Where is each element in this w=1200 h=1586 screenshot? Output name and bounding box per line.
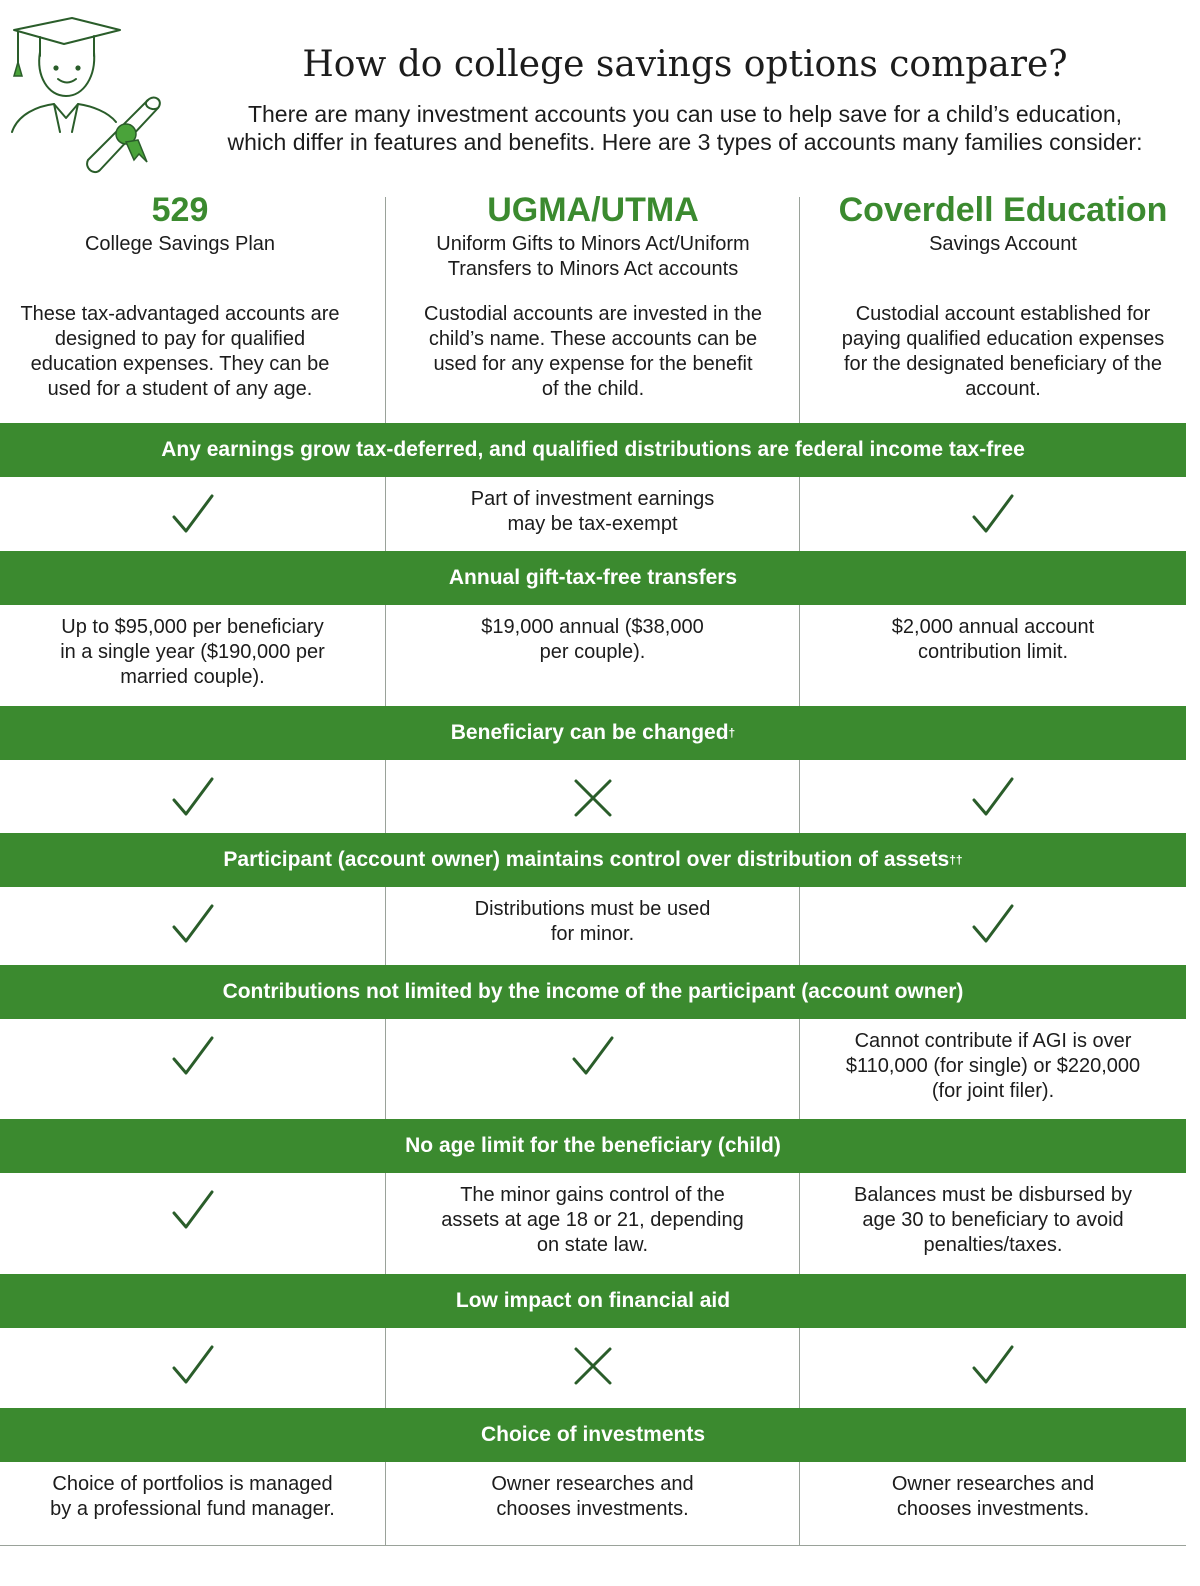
column-title: UGMA/UTMA [487,191,699,229]
cell-text [846,1029,1140,1104]
feature-label: Beneficiary can be changed [450,721,729,744]
column-coverdell [803,192,1200,257]
cell-text-line: Up to $95,000 per beneficiary [61,616,324,638]
check-icon [171,493,215,537]
check-icon [171,1035,215,1079]
column-ugma-utma [388,192,798,282]
feature-label: Low impact on financial aid [455,1289,731,1312]
feature-cell [0,493,385,537]
cell-text [491,1472,693,1522]
check-icon [171,903,215,947]
column-subtitle: Savings Account [929,233,1077,255]
feature-label: Participant (account owner) maintains control over distribution of assets [223,848,950,871]
description-line: used for a student of any age. [47,378,313,400]
cell-text-line: married couple). [120,666,265,688]
cell-text [892,1472,1094,1522]
check-icon [971,493,1015,537]
cell-text-line: Owner researches and [491,1473,694,1495]
feature-cell [386,897,799,947]
cell-text-line: $19,000 annual ($38,000 [481,616,704,638]
check-icon [971,903,1015,947]
feature-cell [0,1472,385,1522]
feature-cell [0,903,385,947]
feature-label: Choice of investments [480,1423,706,1446]
check-icon [571,1035,615,1079]
feature-label: Any earnings grow tax-deferred, and qualified distributions are federal income tax-free [161,438,1025,461]
feature-label: No age limit for the beneficiary (child) [405,1134,781,1157]
feature-band [0,551,1186,605]
column-subtitle: College Savings Plan [84,233,276,255]
cell-text-line: chooses investments. [896,1498,1090,1520]
feature-cell [800,1344,1186,1388]
feature-cell [800,776,1186,820]
cell-text-line: chooses investments. [496,1498,689,1520]
feature-cell [386,1035,799,1079]
cell-text-line: contribution limit. [917,641,1069,663]
cell-text-line: Cannot contribute if AGI is over [854,1030,1132,1052]
cell-text-line: $2,000 annual account [891,616,1095,638]
cell-text [60,615,325,690]
feature-cell [0,1344,385,1388]
cell-text-line: Choice of portfolios is managed [52,1473,333,1495]
description-line: Custodial account established for [855,303,1151,325]
cell-text [854,1183,1132,1258]
cell-text-line: may be tax-exempt [507,513,678,535]
description-coverdell [803,302,1200,402]
check-icon [971,1344,1015,1388]
cell-text [50,1472,335,1522]
column-title: Coverdell Education [838,191,1168,229]
table-bottom-rule [0,1545,1186,1546]
feature-cell [386,1344,799,1388]
graduate-illustration [8,14,178,174]
column-subtitle-2: Transfers to Minors Act accounts [447,258,739,280]
description-line: of the child. [541,378,645,400]
description-line: designed to pay for qualified [54,328,306,350]
intro-text [195,100,1175,156]
description-line: used for any expense for the benefit [433,353,753,375]
cell-text [475,897,711,947]
cell-text-line: for minor. [550,923,635,945]
description-line: for the designated beneficiary of the [844,353,1162,375]
cell-text [481,615,703,665]
description-line: child’s name. These accounts can be [428,328,758,350]
feature-cell [386,776,799,820]
cell-text-line: Balances must be disbursed by [854,1184,1132,1206]
check-icon [171,1189,215,1233]
column-subtitle: Uniform Gifts to Minors Act/Uniform [436,233,750,255]
feature-band [0,1408,1186,1462]
check-icon [171,776,215,820]
description-line: These tax-advantaged accounts are [20,303,340,325]
feature-cell [386,1183,799,1258]
check-icon [171,1344,215,1388]
intro-line-1: There are many investment accounts you can use to help save for a child’s education, [247,101,1123,127]
feature-cell [0,1189,385,1233]
description-line: education expenses. They can be [30,353,330,375]
description-529 [0,302,360,402]
column-529 [0,192,360,257]
feature-cell [386,487,799,537]
cell-text [892,615,1094,665]
cell-text [471,487,714,537]
cell-text-line: per couple). [539,641,646,663]
feature-band [0,1119,1186,1173]
feature-cell [800,1472,1186,1522]
feature-band [0,1274,1186,1328]
cell-text-line: (for joint filer). [931,1080,1055,1102]
check-icon [971,776,1015,820]
cell-text-line: penalties/taxes. [923,1234,1063,1256]
feature-cell [0,615,385,690]
feature-cell [800,1029,1186,1104]
cell-text-line: $110,000 (for single) or $220,000 [845,1055,1141,1077]
feature-band: Beneficiary can be changed † [0,706,1186,760]
feature-cell [800,615,1186,665]
cell-text-line: assets at age 18 or 21, depending [441,1209,744,1231]
cell-text-line: on state law. [536,1234,649,1256]
x-icon [571,776,615,820]
feature-cell [0,776,385,820]
cell-text-line: age 30 to beneficiary to avoid [862,1209,1124,1231]
feature-band: Participant (account owner) maintains control over distribution of assets †† [0,833,1186,887]
feature-label: Contributions not limited by the income of the participant (account owner) [222,980,964,1003]
intro-line-2: which differ in features and benefits. Here are 3 types of accounts many families consider: [227,129,1143,155]
feature-band [0,965,1186,1019]
description-line: account. [965,378,1041,400]
cell-text-line: by a professional fund manager. [50,1498,335,1520]
feature-cell [386,615,799,665]
feature-cell [800,1183,1186,1258]
feature-cell [800,493,1186,537]
feature-cell [386,1472,799,1522]
description-line: Custodial accounts are invested in the [424,303,762,325]
cell-text-line: Part of investment earnings [470,488,715,510]
cell-text [441,1183,743,1258]
cell-text-line: Owner researches and [891,1473,1095,1495]
cell-text-line: Distributions must be used [474,898,711,920]
description-ugma-utma [388,302,798,402]
feature-cell [800,903,1186,947]
feature-cell [0,1035,385,1079]
description-line: paying qualified education expenses [841,328,1165,350]
page-title: How do college savings options compare? [302,44,1068,85]
feature-band [0,423,1186,477]
feature-label: Annual gift-tax-free transfers [448,566,738,589]
column-title: 529 [151,191,209,229]
cell-text-line: in a single year ($190,000 per [60,641,325,663]
cell-text-line: The minor gains control of the [460,1184,725,1206]
x-icon [571,1344,615,1388]
